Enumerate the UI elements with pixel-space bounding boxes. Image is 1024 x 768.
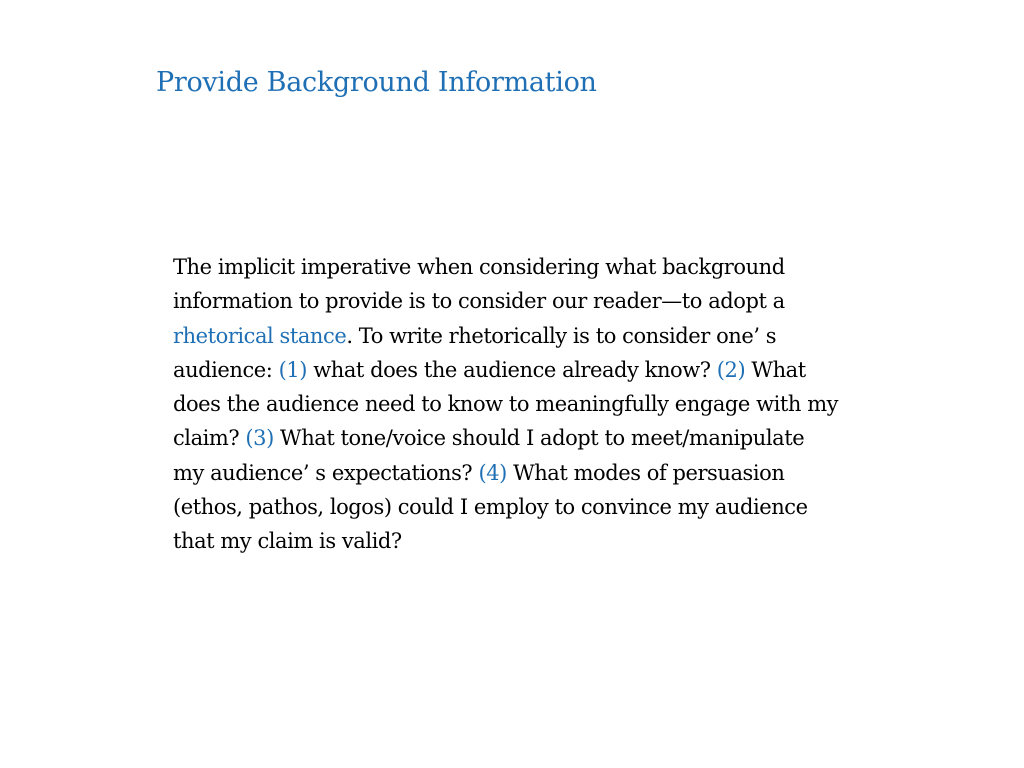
paragraph-text: my audience’ s expectations? (173, 460, 479, 485)
rhetorical-stance-term: rhetorical stance (173, 323, 347, 348)
question-marker-3: (3) (245, 426, 274, 451)
paragraph-text: what does the audience already know? (307, 357, 717, 382)
paragraph-line: information to provide is to consider our reader—to adopt a (173, 289, 785, 314)
paragraph-text: What modes of persuasion (506, 460, 785, 485)
paragraph-line (173, 353, 913, 387)
paragraph-text: What tone/voice should I adopt to meet/manipulate (273, 426, 805, 451)
body-paragraph (173, 250, 913, 559)
question-marker-1: (1) (278, 357, 308, 382)
paragraph-line: that my claim is valid? (173, 529, 402, 554)
paragraph-text: What (745, 357, 806, 382)
paragraph-line (173, 319, 913, 353)
question-marker-2: (2) (716, 357, 746, 382)
question-marker-4: (4) (478, 460, 507, 485)
paragraph-line: does the audience need to know to meaningfully engage with my (173, 392, 839, 417)
paragraph-line: The implicit imperative when considering what background (173, 255, 785, 279)
paragraph-line: (ethos, pathos, logos) could I employ to convince my audience (173, 495, 808, 520)
paragraph-line (173, 456, 913, 490)
paragraph-text: . To write rhetorically is to consider one’ s (346, 323, 777, 348)
paragraph-text: audience: (173, 357, 279, 382)
paragraph-text: claim? (173, 426, 246, 451)
slide-title: Provide Background Information (156, 67, 597, 98)
paragraph-line (173, 421, 913, 455)
